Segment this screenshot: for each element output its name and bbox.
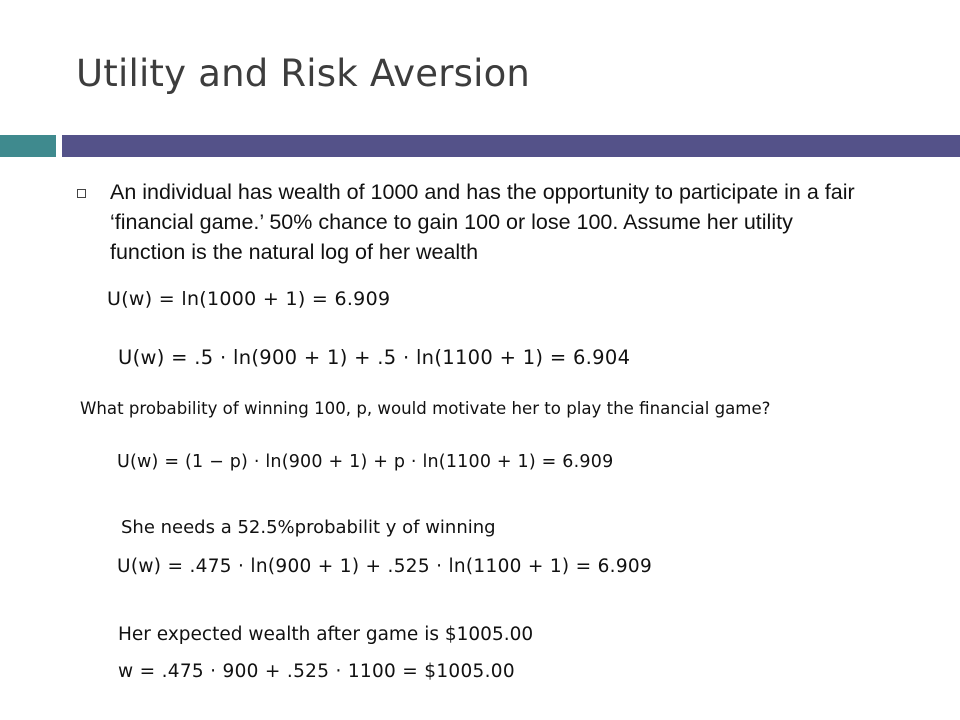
accent-bar-teal	[0, 135, 56, 157]
equation-expected-utility: U(w) = .5 · ln(900 + 1) + .5 · ln(1100 + 1) = 6.904	[118, 346, 631, 369]
statement-probability: She needs a 52.5%probabilit y of winning	[121, 517, 496, 538]
equation-certain-utility: U(w) = ln(1000 + 1) = 6.909	[107, 288, 391, 310]
equation-general-probability: U(w) = (1 − p) · ln(900 + 1) + p · ln(1100 + 1) = 6.909	[117, 452, 614, 472]
accent-bar-blue	[62, 135, 960, 157]
square-bullet-icon	[77, 189, 86, 198]
bullet-text: An individual has wealth of 1000 and has the opportunity to participate in a fair ‘financial game.’ 50% chance to gain 100 or lose 100. Assume her utility function is the natural log of her wealth	[110, 180, 855, 264]
equation-solved-probability: U(w) = .475 · ln(900 + 1) + .525 · ln(1100 + 1) = 6.909	[117, 556, 653, 577]
slide-title: Utility and Risk Aversion	[76, 52, 531, 95]
equation-expected-wealth: w = .475 · 900 + .525 · 1100 = $1005.00	[118, 661, 515, 682]
statement-expected-wealth: Her expected wealth after game is $1005.00	[118, 624, 534, 645]
question-text: What probability of winning 100, p, would motivate her to play the financial game?	[80, 399, 771, 418]
